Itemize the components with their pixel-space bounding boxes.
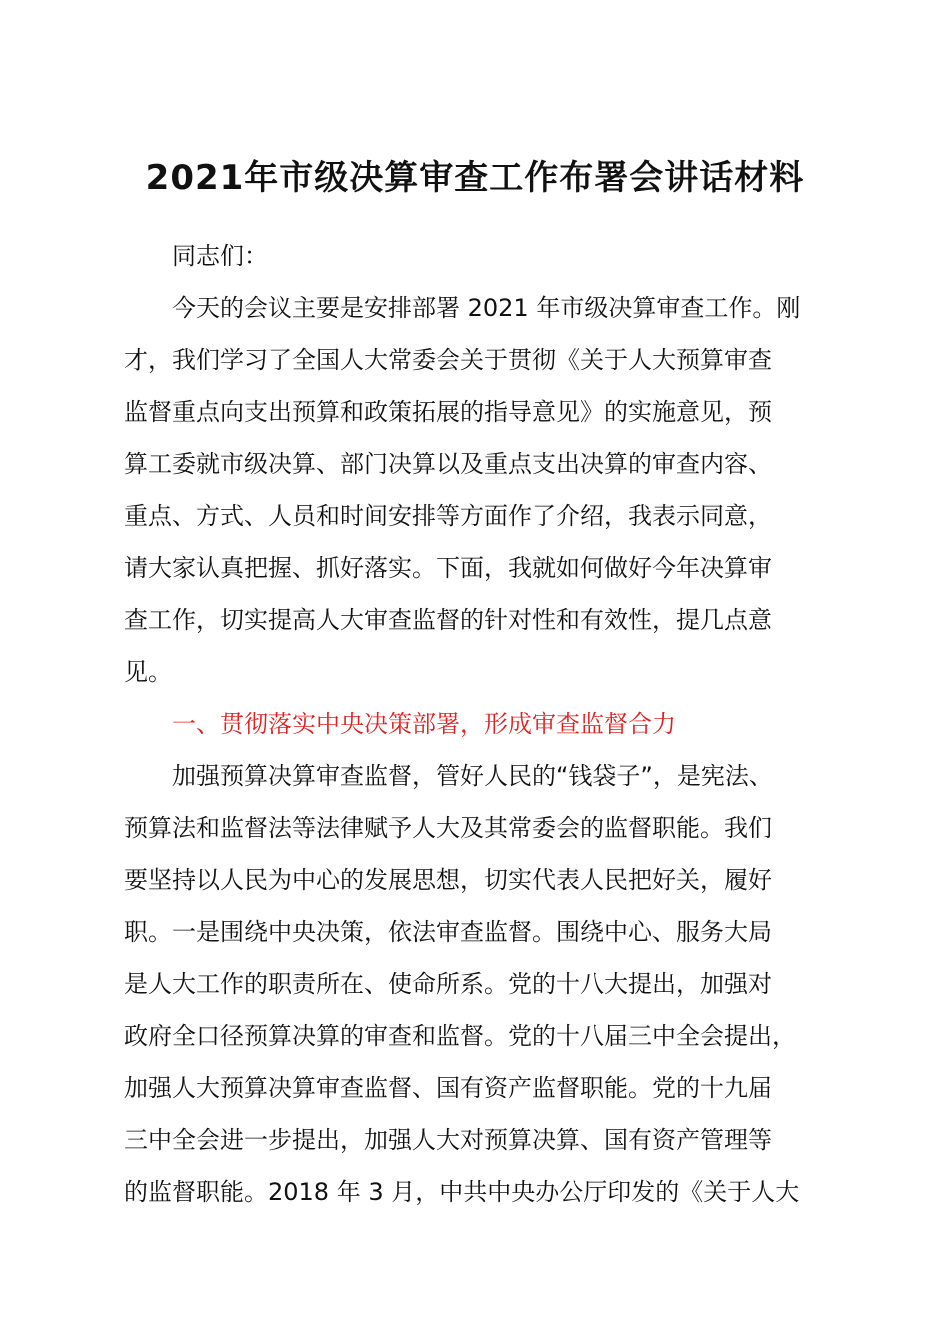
section-heading: 一、贯彻落实中央决策部署，形成审查监督合力 [172,710,676,738]
paragraph-line: 要坚持以人民为中心的发展思想，切实代表人民把好关，履好 [124,866,772,894]
salutation: 同志们： [172,242,268,270]
paragraph-line: 才，我们学习了全国人大常委会关于贯彻《关于人大预算审查 [124,346,772,374]
paragraph-line: 的监督职能。2018 年 3 月，中共中央办公厅印发的《关于人大 [124,1178,800,1206]
paragraph-line: 政府全口径预算决算的审查和监督。党的十八届三中全会提出， [124,1022,796,1050]
paragraph-line: 监督重点向支出预算和政策拓展的指导意见》的实施意见，预 [124,398,772,426]
paragraph-line: 三中全会进一步提出，加强人大对预算决算、国有资产管理等 [124,1126,772,1154]
document-title: 2021年市级决算审查工作布署会讲话材料 [145,158,805,198]
paragraph-line: 见。 [124,658,172,686]
paragraph-line: 是人大工作的职责所在、使命所系。党的十八大提出，加强对 [124,970,772,998]
paragraph-line: 预算法和监督法等法律赋予人大及其常委会的监督职能。我们 [124,814,772,842]
paragraph-line: 重点、方式、人员和时间安排等方面作了介绍，我表示同意， [124,502,772,530]
paragraph-line: 请大家认真把握、抓好落实。下面，我就如何做好今年决算审 [124,554,772,582]
paragraph-line: 职。一是围绕中央决策，依法审查监督。围绕中心、服务大局 [124,918,772,946]
paragraph-line: 加强预算决算审查监督，管好人民的“钱袋子”，是宪法、 [172,762,773,790]
paragraph-line: 算工委就市级决算、部门决算以及重点支出决算的审查内容、 [124,450,772,478]
paragraph-line: 加强人大预算决算审查监督、国有资产监督职能。党的十九届 [124,1074,772,1102]
paragraph-line: 今天的会议主要是安排部署 2021 年市级决算审查工作。刚 [172,294,801,322]
paragraph-line: 查工作，切实提高人大审查监督的针对性和有效性，提几点意 [124,606,772,634]
